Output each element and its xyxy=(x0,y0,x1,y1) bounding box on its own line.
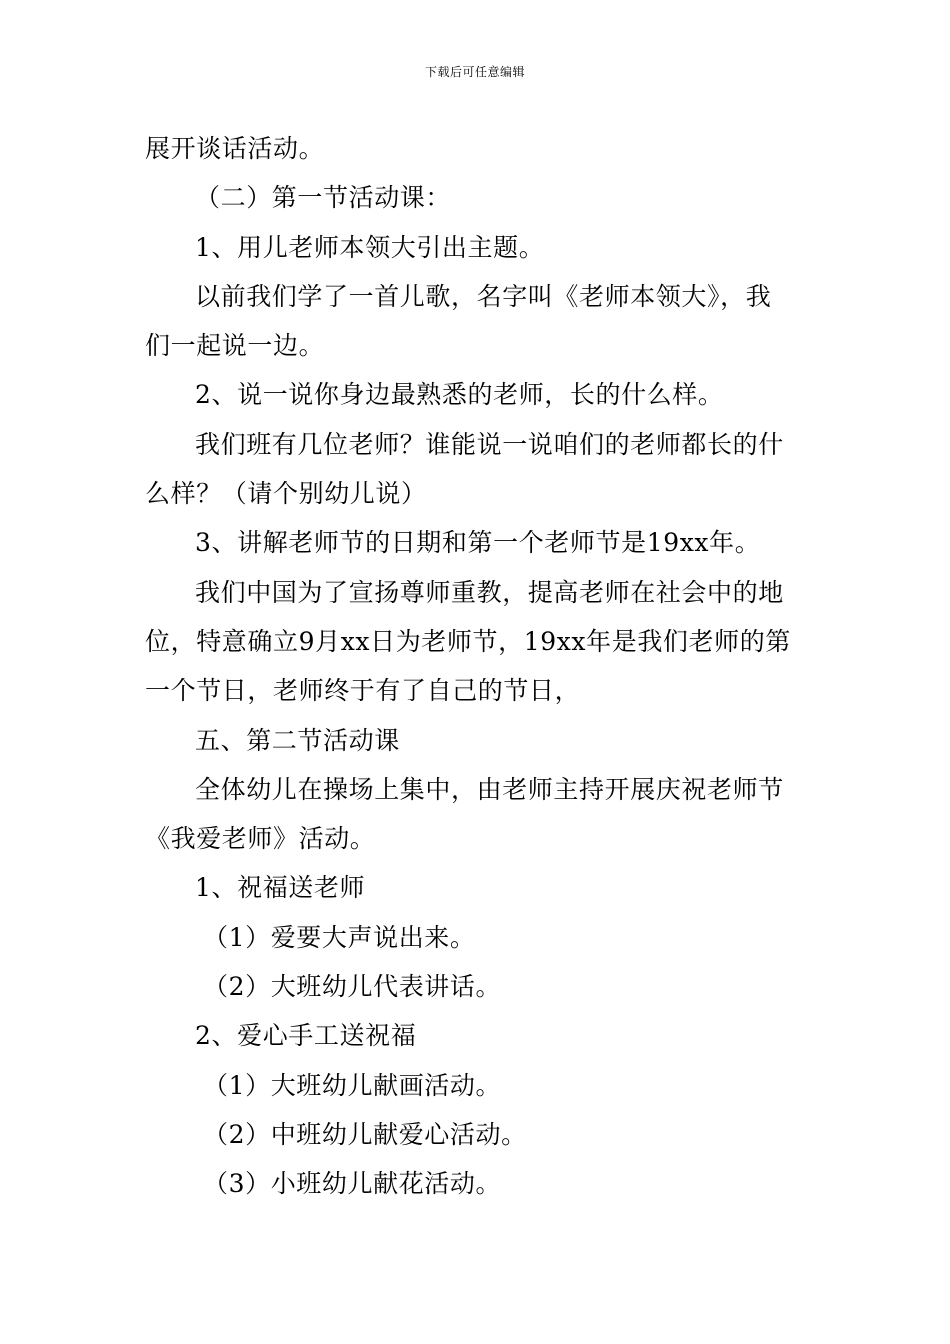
sub-list-item: （3）小班幼儿献花活动。 xyxy=(203,1169,502,1199)
paragraph-line: 么样？（请个别幼儿说） xyxy=(145,479,427,509)
paragraph-line: 我们班有几位老师？谁能说一说咱们的老师都长的什 xyxy=(195,429,784,459)
sub-list-item: （2）中班幼儿献爱心活动。 xyxy=(203,1119,527,1149)
list-item: 2、爱心手工送祝福 xyxy=(195,1021,417,1051)
sub-list-item: （1）爱要大声说出来。 xyxy=(203,922,476,952)
list-item: 2、说一说你身边最熟悉的老师，长的什么样。 xyxy=(195,380,724,410)
section-heading: 五、第二节活动课 xyxy=(195,725,400,755)
list-item: 1、祝福送老师 xyxy=(195,873,366,903)
list-item: 3、讲解老师节的日期和第一个老师节是19xx年。 xyxy=(195,528,761,558)
paragraph-line: 一个节日，老师终于有了自己的节日， xyxy=(145,676,581,706)
paragraph-line: 位，特意确立9月xx日为老师节，19xx年是我们老师的第 xyxy=(145,626,791,656)
sub-list-item: （1）大班幼儿献画活动。 xyxy=(203,1070,502,1100)
sub-list-item: （2）大班幼儿代表讲话。 xyxy=(203,972,502,1002)
paragraph-line: 全体幼儿在操场上集中，由老师主持开展庆祝老师节 xyxy=(195,774,784,804)
paragraph-line: 以前我们学了一首儿歌，名字叫《老师本领大》，我 xyxy=(195,281,772,311)
paragraph-line: 《我爱老师》活动。 xyxy=(145,824,376,854)
page-header: 下载后可任意编辑 xyxy=(424,65,525,79)
section-heading: （二）第一节活动课： xyxy=(195,183,452,213)
paragraph-line: 展开谈话活动。 xyxy=(145,134,325,163)
list-item: 1、用儿老师本领大引出主题。 xyxy=(195,232,545,262)
paragraph-line: 们一起说一边。 xyxy=(145,331,325,361)
document-body xyxy=(145,124,810,1209)
paragraph-line: 我们中国为了宣扬尊师重教，提高老师在社会中的地 xyxy=(195,577,784,607)
